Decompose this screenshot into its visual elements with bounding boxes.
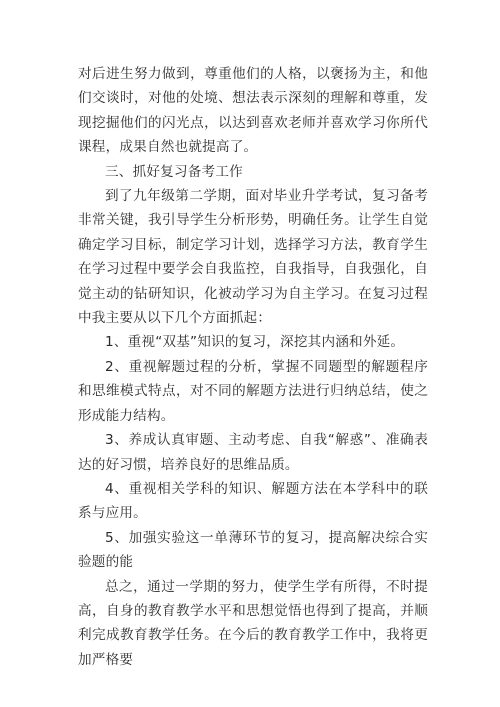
paragraph-summary: 总之，通过一学期的努力，使学生学有所得，不时提高，自身的教育教学水平和思想觉悟也得到了提高，并顺利完成教育教学任务。在今后的教育教学工作中，我将更加严格要 bbox=[78, 578, 428, 668]
paragraph-review-intro: 到了九年级第二学期，面对毕业升学考试，复习备考非常关键，我引导学生分析形势，明确任务。让学生自觉确定学习目标，制定学习计划，选择学习方法，教育学生在学习过程中要学会自我监控，自我指导，自我强化，自觉主动的钻研知识，化被动学习为自主学习。在复习过程中我主要从以下几个方面抓起： bbox=[78, 188, 428, 327]
list-item-2: 2、重视解题过程的分析，掌握不同题型的解题程序和思维模式特点，对不同的解题方法进行归纳总结，使之形成能力结构。 bbox=[78, 358, 428, 424]
list-item-5: 5、加强实验这一单薄环节的复习，提高解决综合实验题的能 bbox=[78, 529, 428, 571]
list-item-3: 3、养成认真审题、主动考虑、自我“解惑”、准确表达的好习惯，培养良好的思维品质。 bbox=[78, 432, 428, 473]
paragraph-continuation: 对后进生努力做到，尊重他们的人格，以褒扬为主，和他们交谈时，对他的处境、想法表示深刻的理解和尊重，发现挖掘他们的闪光点，以达到喜欢老师并喜欢学习你所代课程，成果自然也就提高了。 bbox=[78, 66, 428, 156]
section-heading: 三、抓好复习备考工作 bbox=[105, 163, 243, 180]
document-body bbox=[78, 62, 428, 672]
list-item-4: 4、重视相关学科的知识、解题方法在本学科中的联系与应用。 bbox=[78, 480, 428, 522]
list-item-1: 1、重视“双基”知识的复习，深挖其内涵和外延。 bbox=[105, 334, 405, 351]
